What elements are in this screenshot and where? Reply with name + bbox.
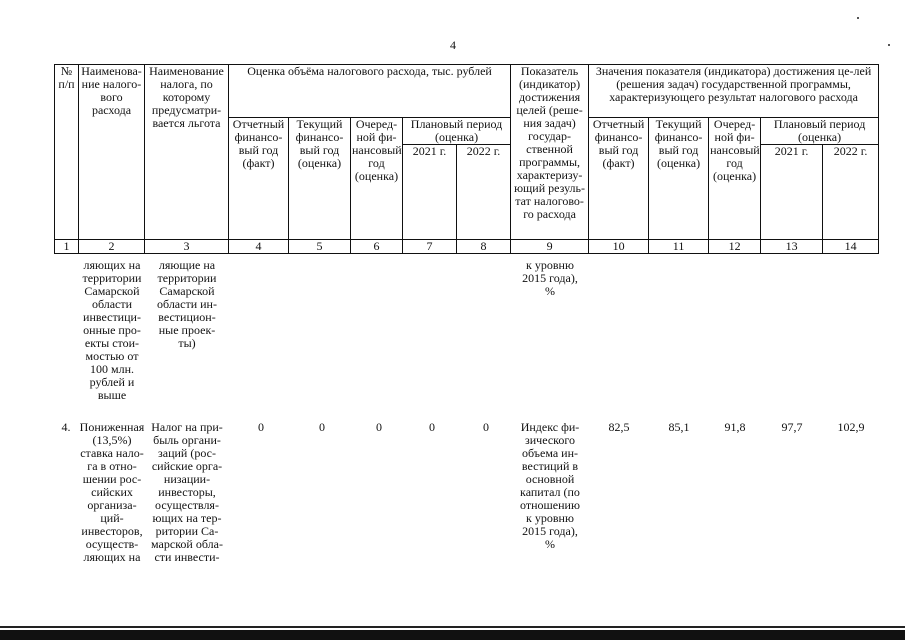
column-number: 8 xyxy=(457,240,511,254)
row4-number: 4. xyxy=(61,420,71,434)
column-number: 10 xyxy=(589,240,649,254)
header-tax-2021: 2021 г. xyxy=(403,145,457,240)
text-line: объема ин- xyxy=(521,446,578,460)
row4-ind-current-value: 85,1 xyxy=(668,420,690,434)
text-line: ляющие на xyxy=(158,258,216,272)
header-ind-current-year: Текущий финансо-вый год (оценка) xyxy=(649,118,709,240)
header-col-expense-name: Наименова-ние налого-вого расхода xyxy=(79,65,145,240)
continued-tax-name xyxy=(145,259,229,350)
header-ind-plan-period: Плановый период (оценка) xyxy=(761,118,879,145)
text-line: 2015 года), xyxy=(522,271,578,285)
text-line: заций (рос- xyxy=(158,446,216,460)
header-tax-2022: 2022 г. xyxy=(457,145,511,240)
text-line: Пониженная xyxy=(79,420,145,434)
text-line: % xyxy=(545,537,555,551)
text-line: ляющих на xyxy=(83,550,141,564)
text-line: к уровню xyxy=(526,258,574,272)
text-line: Самарской xyxy=(84,284,140,298)
text-line: территории xyxy=(157,271,217,285)
text-line: вестицион- xyxy=(158,310,216,324)
text-line: инвесторы, xyxy=(158,485,216,499)
text-line: екты стои- xyxy=(84,336,140,350)
row4-tax-2021-value: 0 xyxy=(429,420,435,434)
row4-tax-2022-value: 0 xyxy=(483,420,489,434)
text-line: инвестици- xyxy=(83,310,141,324)
text-line: марской обла- xyxy=(151,537,223,551)
header-col-number: № п/п xyxy=(55,65,79,240)
text-line: области xyxy=(91,297,133,311)
header-tax-reported-year: Отчетный финансо-вый год (факт) xyxy=(229,118,289,240)
text-line: Налог на при- xyxy=(151,420,223,434)
row4-tax-current-value: 0 xyxy=(319,420,325,434)
text-line: (13,5%) xyxy=(92,433,132,447)
header-tax-next-year: Очеред-ной фи-нансовый год (оценка) xyxy=(351,118,403,240)
text-line: ющих на тер- xyxy=(152,511,222,525)
text-line: сийские орга- xyxy=(151,459,223,473)
scan-speck xyxy=(857,17,859,19)
text-line: основной xyxy=(525,472,575,486)
header-group-tax-estimate: Оценка объёма налогового расхода, тыс. рублей xyxy=(229,65,511,118)
text-line: ные проек- xyxy=(158,323,216,337)
header-ind-next-year: Очеред-ной фи-нансовый год (оценка) xyxy=(709,118,761,240)
row4-ind-next-value: 91,8 xyxy=(724,420,746,434)
row4-tax-next-value: 0 xyxy=(376,420,382,434)
text-line: территории xyxy=(82,271,142,285)
column-number: 3 xyxy=(145,240,229,254)
column-number: 14 xyxy=(823,240,879,254)
column-number: 1 xyxy=(55,240,79,254)
row4-ind-2022-value: 102,9 xyxy=(837,420,865,434)
text-line: 2015 года), xyxy=(522,524,578,538)
text-line: онные про- xyxy=(83,323,141,337)
text-line: осуществ- xyxy=(85,537,139,551)
text-line: % xyxy=(545,284,555,298)
column-number: 11 xyxy=(649,240,709,254)
header-tax-plan-period: Плановый период (оценка) xyxy=(403,118,511,145)
header-ind-reported-year: Отчетный финансо-вый год (факт) xyxy=(589,118,649,240)
text-line: га в отно- xyxy=(87,459,137,473)
column-number: 9 xyxy=(511,240,589,254)
row4-tax-name xyxy=(145,421,229,564)
header-ind-2021: 2021 г. xyxy=(761,145,823,240)
text-line: отношению xyxy=(520,498,580,512)
text-line: организа- xyxy=(87,498,137,512)
text-line: ставка нало- xyxy=(80,446,144,460)
column-number: 5 xyxy=(289,240,351,254)
text-line: ляющих на xyxy=(83,258,141,272)
row4-ind-2021-value: 97,7 xyxy=(781,420,803,434)
text-line: инвесторов, xyxy=(81,524,143,538)
scan-speck xyxy=(888,44,890,46)
text-line: зического xyxy=(525,433,575,447)
text-line: к уровню xyxy=(526,511,574,525)
row4-ind-reported-value: 82,5 xyxy=(608,420,630,434)
header-col-tax-name: Наименование налога, по которому предусматри-вается льгота xyxy=(145,65,229,240)
text-line: сти инвести- xyxy=(154,550,220,564)
text-line: Индекс фи- xyxy=(520,420,580,434)
text-line: шении рос- xyxy=(82,472,142,486)
column-number: 2 xyxy=(79,240,145,254)
column-number: 12 xyxy=(709,240,761,254)
row4-expense-name xyxy=(79,421,145,564)
column-number: 6 xyxy=(351,240,403,254)
page-number: 4 xyxy=(450,38,456,52)
text-line: ритории Са- xyxy=(155,524,219,538)
continued-indicator xyxy=(511,259,589,298)
text-line: ций- xyxy=(100,511,124,525)
text-line: выше xyxy=(97,388,127,402)
text-line: области ин- xyxy=(157,297,217,311)
row4-indicator xyxy=(511,421,589,551)
column-number: 4 xyxy=(229,240,289,254)
continued-expense-name xyxy=(79,259,145,402)
text-line: вестиций в xyxy=(521,459,579,473)
header-tax-current-year: Текущий финансо-вый год (оценка) xyxy=(289,118,351,240)
header-group-indicator-values: Значения показателя (индикатора) достижения це-лей (решения задач) государственной программы, характеризующего результат налогового расхода xyxy=(589,65,879,118)
text-line: низации- xyxy=(163,472,211,486)
header-ind-2022: 2022 г. xyxy=(823,145,879,240)
text-line: быль органи- xyxy=(153,433,221,447)
header-col-indicator: Показатель (индикатор) достижения целей (реше-ния задач) государ-ственной программы, характеризу-ющий резуль-тат налогово-го расхода xyxy=(511,65,589,240)
text-line: осуществля- xyxy=(155,498,219,512)
text-line: рублей и xyxy=(89,375,135,389)
header-table xyxy=(54,64,879,254)
text-line: Самарской xyxy=(159,284,215,298)
text-line: мостью от xyxy=(85,349,139,363)
text-line: 100 млн. xyxy=(89,362,134,376)
column-number: 7 xyxy=(403,240,457,254)
text-line: капитал (по xyxy=(520,485,580,499)
text-line: сийских xyxy=(91,485,133,499)
row4-tax-reported-value: 0 xyxy=(258,420,264,434)
column-number: 13 xyxy=(761,240,823,254)
scan-border-artifact xyxy=(0,626,905,640)
text-line: ты) xyxy=(178,336,196,350)
